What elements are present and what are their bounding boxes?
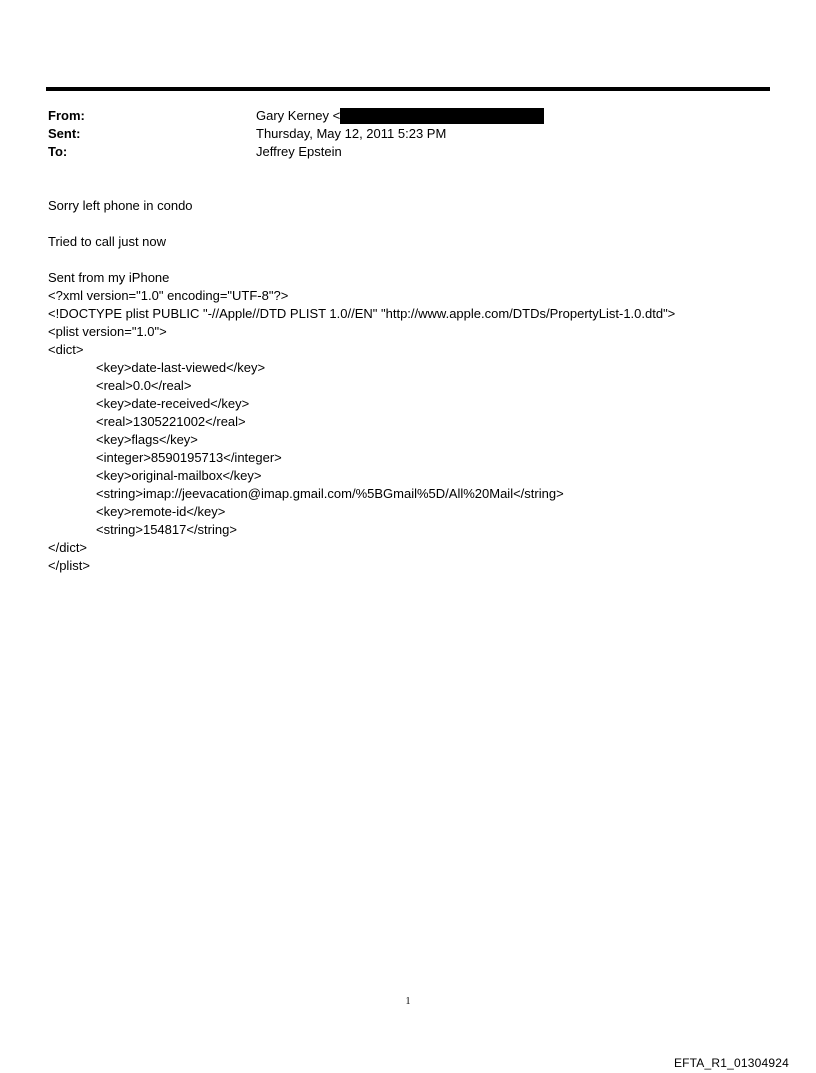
message-line: Sorry left phone in condo	[48, 198, 193, 213]
plist-line: <!DOCTYPE plist PUBLIC "-//Apple//DTD PLIST 1.0//EN" "http://www.apple.com/DTDs/PropertyList-1.0.dtd">	[48, 306, 676, 321]
plist-line: <key>flags</key>	[96, 432, 198, 447]
document-id: EFTA_R1_01304924	[673, 1056, 789, 1070]
signature-line: Sent from my iPhone	[48, 270, 170, 285]
plist-line: </dict>	[48, 540, 88, 555]
message-line: Tried to call just now	[48, 234, 167, 249]
plist-line: <key>date-last-viewed</key>	[96, 360, 266, 375]
page-number: 1	[405, 996, 411, 1007]
to-label: To:	[48, 144, 68, 159]
to-value: Jeffrey Epstein	[256, 144, 342, 159]
header-rule	[46, 87, 770, 91]
plist-line: <plist version="1.0">	[48, 324, 167, 339]
plist-line: <dict>	[48, 342, 84, 357]
plist-line: <real>1305221002</real>	[96, 414, 246, 429]
sent-label: Sent:	[48, 126, 81, 141]
plist-line: <?xml version="1.0" encoding="UTF-8"?>	[48, 288, 289, 303]
plist-line: <key>remote-id</key>	[96, 504, 226, 519]
plist-line: <real>0.0</real>	[96, 378, 192, 393]
plist-line: <key>original-mailbox</key>	[96, 468, 262, 483]
redaction-block	[340, 108, 544, 124]
plist-line: <string>154817</string>	[96, 522, 237, 537]
plist-line: <integer>8590195713</integer>	[96, 450, 282, 465]
from-value	[256, 107, 544, 125]
from-label: From:	[48, 108, 85, 123]
plist-line: <key>date-received</key>	[96, 396, 250, 411]
plist-line: <string>imap://jeevacation@imap.gmail.com/%5BGmail%5D/All%20Mail</string>	[96, 486, 564, 501]
plist-line: </plist>	[48, 558, 90, 573]
from-name: Gary Kerney <	[256, 108, 341, 123]
sent-value: Thursday, May 12, 2011 5:23 PM	[256, 126, 447, 141]
